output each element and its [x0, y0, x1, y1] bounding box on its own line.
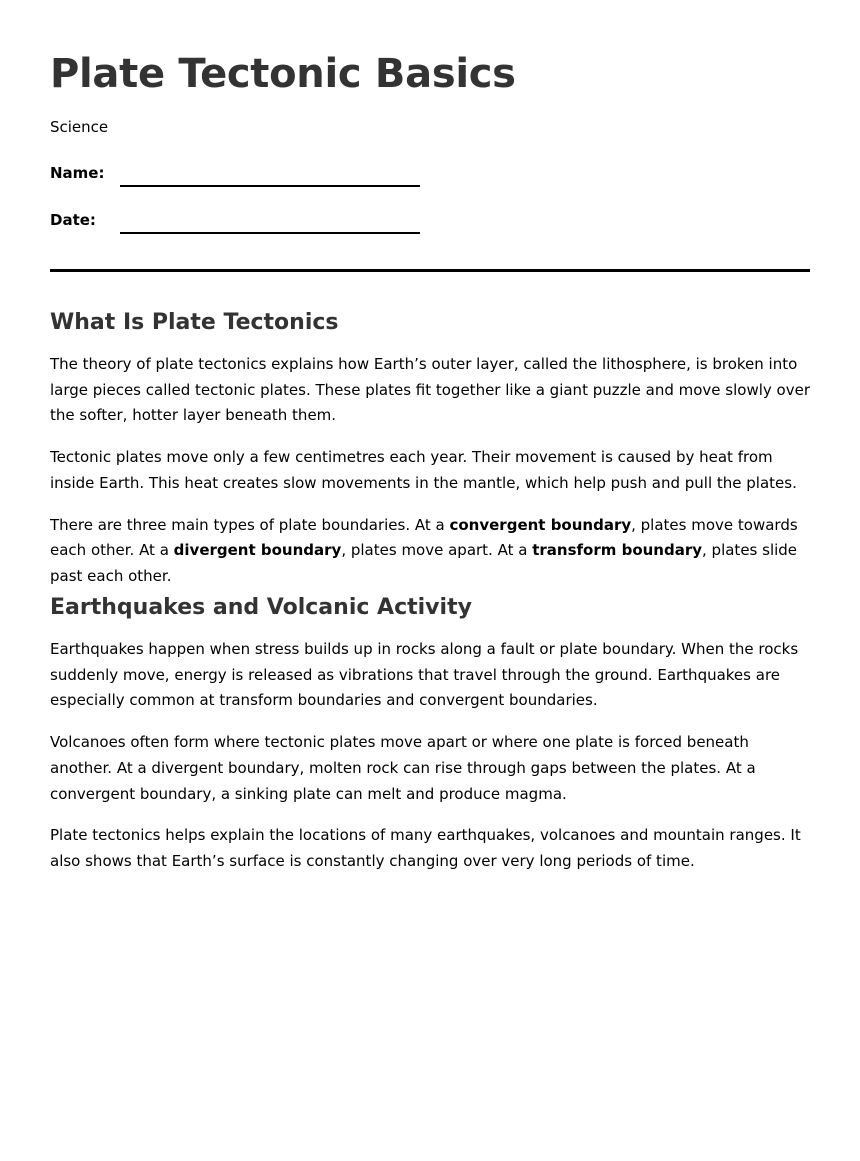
page-title: Plate Tectonic Basics — [50, 51, 516, 97]
text-run: , plates slide past each other. — [50, 541, 798, 585]
date-field[interactable] — [120, 232, 420, 234]
text-run: There are three main types of plate boundaries. At a — [50, 515, 450, 534]
section-earthquakes-and-volcanic-activity — [50, 591, 815, 891]
section-heading: What Is Plate Tectonics — [50, 310, 339, 335]
term-convergent-boundary: convergent boundary — [449, 515, 632, 534]
term-divergent-boundary: divergent boundary — [173, 541, 342, 560]
date-label: Date: — [50, 211, 96, 229]
paragraph: The theory of plate tectonics explains how Earth’s outer layer, called the lithosphere, is broken into large pieces called tectonic plates. These plates fit together like a giant puzzle and move slowly over the softer, hotter layer beneath them. — [50, 355, 810, 425]
header-divider — [50, 269, 810, 272]
paragraph: Volcanoes often form where tectonic plates move apart or where one plate is forced beneath another. At a divergent boundary, molten rock can rise through gaps between the plates. At a convergent boundary, a sinking plate can melt and produce magma. — [50, 733, 756, 803]
name-label: Name: — [50, 164, 105, 182]
text-run: , plates move towards each other. At a — [50, 515, 798, 560]
paragraph: Plate tectonics helps explain the locations of many earthquakes, volcanoes and mountain ranges. It also shows that Earth’s surface is constantly changing over very long periods of time. — [50, 826, 801, 870]
text-run: , plates move apart. At a — [341, 541, 533, 560]
section-heading: Earthquakes and Volcanic Activity — [50, 595, 472, 620]
term-transform-boundary: transform boundary — [532, 541, 703, 560]
date-field-row — [50, 205, 430, 235]
paragraph: Earthquakes happen when stress builds up in rocks along a fault or plate boundary. When the rocks suddenly move, energy is released as vibrations that travel through the ground. Earthquakes are especially common at transform boundaries and convergent boundaries. — [50, 640, 799, 710]
subject-label: Science — [50, 118, 109, 136]
paragraph: Tectonic plates move only a few centimetres each year. Their movement is caused by heat from inside Earth. This heat creates slow movements in the mantle, which help push and pull the plates. — [50, 448, 797, 492]
paragraph-boundary-types — [50, 513, 815, 590]
name-field[interactable] — [120, 185, 420, 187]
section-what-is-plate-tectonics — [50, 306, 815, 606]
name-field-row — [50, 158, 430, 188]
